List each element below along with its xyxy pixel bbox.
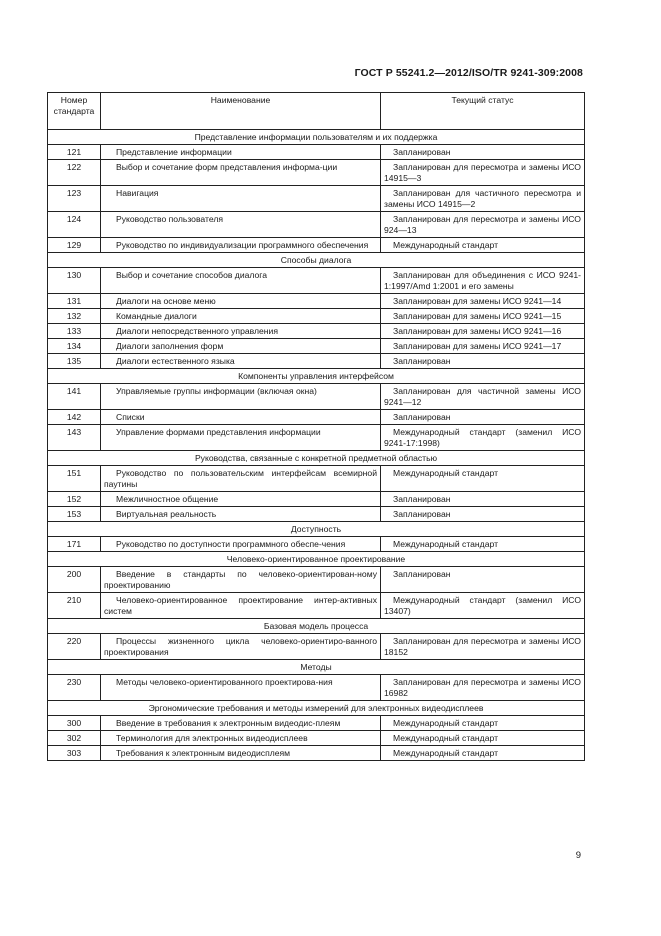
standard-number: 302	[48, 731, 101, 746]
table-body	[48, 130, 585, 761]
table-header-row	[48, 93, 585, 130]
column-header-status: Текущий статус	[381, 93, 585, 130]
table-row	[48, 186, 585, 212]
standard-number: 171	[48, 537, 101, 552]
standard-status: Запланирован для пересмотра и замены ИСО 16982	[381, 675, 585, 701]
standard-name: Командные диалоги	[101, 309, 381, 324]
column-header-name: Наименование	[101, 93, 381, 130]
standard-number: 142	[48, 410, 101, 425]
standard-name: Диалоги на основе меню	[101, 294, 381, 309]
document-header: ГОСТ Р 55241.2—2012/ISO/TR 9241-309:2008	[354, 67, 583, 79]
standard-number: 121	[48, 145, 101, 160]
section-title: Представление информации пользователям и их поддержка	[48, 130, 585, 145]
standard-name: Управляемые группы информации (включая окна)	[101, 384, 381, 410]
standard-name: Выбор и сочетание способов диалога	[101, 268, 381, 294]
standard-status: Запланирован для пересмотра и замены ИСО 18152	[381, 634, 585, 660]
standard-number: 210	[48, 593, 101, 619]
standard-number: 134	[48, 339, 101, 354]
standard-status: Запланирован для объединения с ИСО 9241-1:1997/Amd 1:2001 и его замены	[381, 268, 585, 294]
standard-number: 131	[48, 294, 101, 309]
standard-name: Выбор и сочетание форм представления информа-ции	[101, 160, 381, 186]
table-row	[48, 145, 585, 160]
section-header-row	[48, 701, 585, 716]
table-row	[48, 731, 585, 746]
standard-number: 130	[48, 268, 101, 294]
standard-name: Введение в стандарты по человеко-ориентирован-ному проектированию	[101, 567, 381, 593]
section-header-row	[48, 130, 585, 145]
standard-number: 152	[48, 492, 101, 507]
standard-name: Навигация	[101, 186, 381, 212]
standard-number: 153	[48, 507, 101, 522]
table-row	[48, 160, 585, 186]
table-row	[48, 746, 585, 761]
standard-number: 143	[48, 425, 101, 451]
standard-status: Международный стандарт	[381, 537, 585, 552]
table-row	[48, 634, 585, 660]
standard-status: Запланирован для пересмотра и замены ИСО 924—13	[381, 212, 585, 238]
standard-status: Запланирован	[381, 410, 585, 425]
standard-status: Запланирован для пересмотра и замены ИСО 14915—3	[381, 160, 585, 186]
standard-name: Руководство по индивидуализации программного обеспечения	[101, 238, 381, 253]
standard-name: Диалоги естественного языка	[101, 354, 381, 369]
standard-status: Международный стандарт (заменил ИСО 13407)	[381, 593, 585, 619]
standard-status: Запланирован для частичного пересмотра и замены ИСО 14915—2	[381, 186, 585, 212]
table-row	[48, 294, 585, 309]
table-row	[48, 384, 585, 410]
section-header-row	[48, 552, 585, 567]
section-header-row	[48, 253, 585, 268]
standard-status: Запланирован	[381, 145, 585, 160]
table-row	[48, 309, 585, 324]
table-row	[48, 507, 585, 522]
table-row	[48, 339, 585, 354]
section-title: Руководства, связанные с конкретной предметной областью	[48, 451, 585, 466]
table-row	[48, 716, 585, 731]
table-row	[48, 567, 585, 593]
standard-name: Процессы жизненного цикла человеко-ориентиро-ванного проектирования	[101, 634, 381, 660]
standard-number: 123	[48, 186, 101, 212]
table-row	[48, 212, 585, 238]
standard-status: Запланирован для замены ИСО 9241—16	[381, 324, 585, 339]
standard-status: Запланирован	[381, 567, 585, 593]
standard-name: Терминология для электронных видеодисплеев	[101, 731, 381, 746]
standard-number: 141	[48, 384, 101, 410]
section-title: Доступность	[48, 522, 585, 537]
standard-number: 133	[48, 324, 101, 339]
standard-status: Международный стандарт	[381, 746, 585, 761]
standard-name: Руководство по доступности программного обеспе-чения	[101, 537, 381, 552]
standard-status: Международный стандарт	[381, 731, 585, 746]
standard-name: Представление информации	[101, 145, 381, 160]
table-row	[48, 238, 585, 253]
column-header-number: Номер стандарта	[48, 93, 101, 130]
standard-name: Списки	[101, 410, 381, 425]
table-row	[48, 410, 585, 425]
section-title: Базовая модель процесса	[48, 619, 585, 634]
standard-status: Запланирован	[381, 492, 585, 507]
standard-status: Запланирован для замены ИСО 9241—14	[381, 294, 585, 309]
standard-status: Международный стандарт (заменил ИСО 9241-17:1998)	[381, 425, 585, 451]
standard-status: Запланирован для частичной замены ИСО 9241—12	[381, 384, 585, 410]
standard-name: Методы человеко-ориентированного проектирова-ния	[101, 675, 381, 701]
section-title: Способы диалога	[48, 253, 585, 268]
standard-number: 300	[48, 716, 101, 731]
standard-number: 124	[48, 212, 101, 238]
section-title: Методы	[48, 660, 585, 675]
table-row	[48, 425, 585, 451]
standard-status: Международный стандарт	[381, 238, 585, 253]
standard-name: Человеко-ориентированное проектирование интер-активных систем	[101, 593, 381, 619]
standard-number: 135	[48, 354, 101, 369]
standard-status: Международный стандарт	[381, 466, 585, 492]
table-row	[48, 593, 585, 619]
standard-number: 132	[48, 309, 101, 324]
section-header-row	[48, 369, 585, 384]
standard-name: Межличностное общение	[101, 492, 381, 507]
standard-name: Виртуальная реальность	[101, 507, 381, 522]
standard-name: Диалоги заполнения форм	[101, 339, 381, 354]
standard-status: Запланирован	[381, 507, 585, 522]
section-title: Эргономические требования и методы измерений для электронных видеодисплеев	[48, 701, 585, 716]
standards-table	[47, 92, 585, 761]
table-row	[48, 354, 585, 369]
section-header-row	[48, 522, 585, 537]
page-number: 9	[575, 850, 581, 861]
standard-status: Международный стандарт	[381, 716, 585, 731]
standard-number: 122	[48, 160, 101, 186]
section-header-row	[48, 660, 585, 675]
standard-name: Требования к электронным видеодисплеям	[101, 746, 381, 761]
table-row	[48, 466, 585, 492]
table-row	[48, 324, 585, 339]
standard-number: 230	[48, 675, 101, 701]
standard-status: Запланирован для замены ИСО 9241—17	[381, 339, 585, 354]
section-title: Человеко-ориентированное проектирование	[48, 552, 585, 567]
table-row	[48, 675, 585, 701]
standard-name: Руководство по пользовательским интерфейсам всемирной паутины	[101, 466, 381, 492]
standard-number: 151	[48, 466, 101, 492]
standard-name: Введение в требования к электронным видеодис-плеям	[101, 716, 381, 731]
standard-status: Запланирован	[381, 354, 585, 369]
table-row	[48, 492, 585, 507]
standard-number: 129	[48, 238, 101, 253]
standard-name: Управление формами представления информации	[101, 425, 381, 451]
standard-name: Диалоги непосредственного управления	[101, 324, 381, 339]
section-title: Компоненты управления интерфейсом	[48, 369, 585, 384]
standard-number: 220	[48, 634, 101, 660]
section-header-row	[48, 451, 585, 466]
standard-status: Запланирован для замены ИСО 9241—15	[381, 309, 585, 324]
section-header-row	[48, 619, 585, 634]
table-row	[48, 268, 585, 294]
standard-name: Руководство пользователя	[101, 212, 381, 238]
standard-number: 200	[48, 567, 101, 593]
table-row	[48, 537, 585, 552]
standard-number: 303	[48, 746, 101, 761]
